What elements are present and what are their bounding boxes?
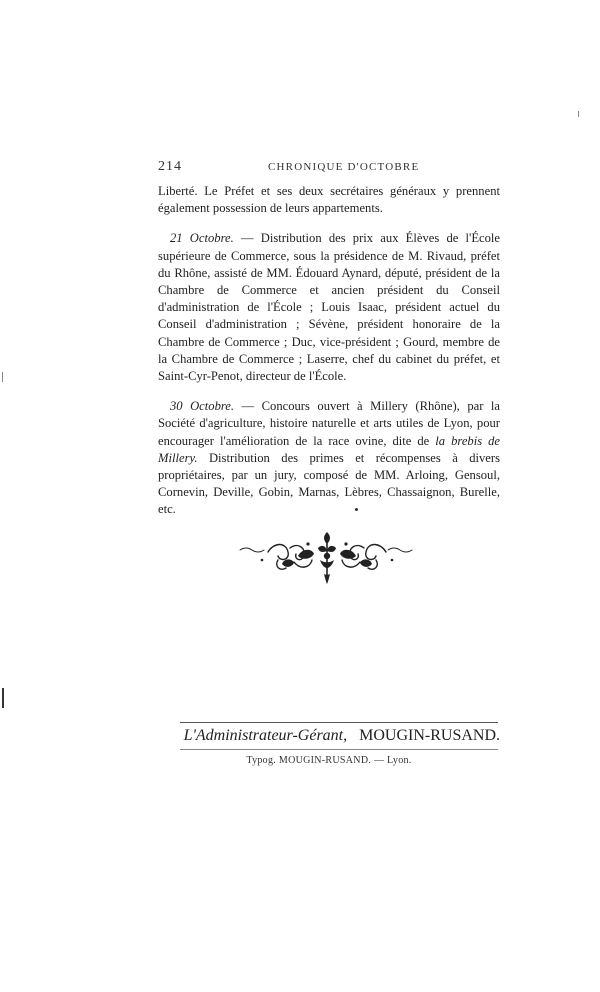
entry-text: — Concours ouvert à Millery (Rhône), par la Société d'agriculture, histoire naturelle et arts utiles de Lyon, pour encourager l'amélioration de la race ovine, dite de xyxy=(158,399,500,448)
left-margin-mark xyxy=(2,688,4,708)
body-text xyxy=(158,183,500,519)
page-number: 214 xyxy=(158,159,182,174)
entry-text-continued: Distribution des primes et récompenses à divers propriétaires, par un jury, composé de MM. Arloing, Gensoul, Cornevin, Deville, Gobin, Marnas, Lèbres, Chassaignon, Burelle, etc. xyxy=(158,450,500,517)
entry-emphasis: la brebis de Millery. xyxy=(158,433,501,465)
signature-role: L'Administrateur-Gérant, xyxy=(183,727,348,744)
page-header xyxy=(158,161,498,177)
entry-paragraph-21-octobre xyxy=(158,230,500,385)
entry-paragraph-30-octobre xyxy=(158,398,500,518)
entry-date: 21 Octobre. xyxy=(170,231,234,246)
right-margin-mark xyxy=(578,111,579,117)
signature-name: MOUGIN-RUSAND. xyxy=(359,727,500,744)
footer-rule-top xyxy=(180,722,498,723)
footer-rule-bottom xyxy=(180,749,498,750)
printer-imprint: Typog. MOUGIN-RUSAND. — Lyon. xyxy=(246,755,412,766)
fleuron-ornament xyxy=(238,530,416,585)
running-title: CHRONIQUE D'OCTOBRE xyxy=(268,161,420,173)
entry-text: — Distribution des prix aux Élèves de l'École supérieure de Commerce, sous la présidence de M. Rivaud, préfet du Rhône, assisté de MM. Édouard Aynard, député, président de la Chambre de Commerce et ancien président du Conseil d'administration de l'École ; Louis Isaac, président actuel du Conseil d'administration ; Sévène, président honoraire de la Chambre de Commerce ; Duc, vice-président ; Gourd, membre de la Chambre de Commerce ; Laserre, chef du cabinet du préfet, et Saint-Cyr-Penot, directeur de l'École. xyxy=(158,231,500,384)
entry-date: 30 Octobre. xyxy=(170,399,235,414)
left-margin-mark xyxy=(2,372,3,382)
signature-line xyxy=(158,727,500,747)
stray-dot xyxy=(355,508,358,511)
intro-paragraph: Liberté. Le Préfet et ses deux secrétaires généraux y prennent également possession de leurs appartements. xyxy=(158,184,500,216)
